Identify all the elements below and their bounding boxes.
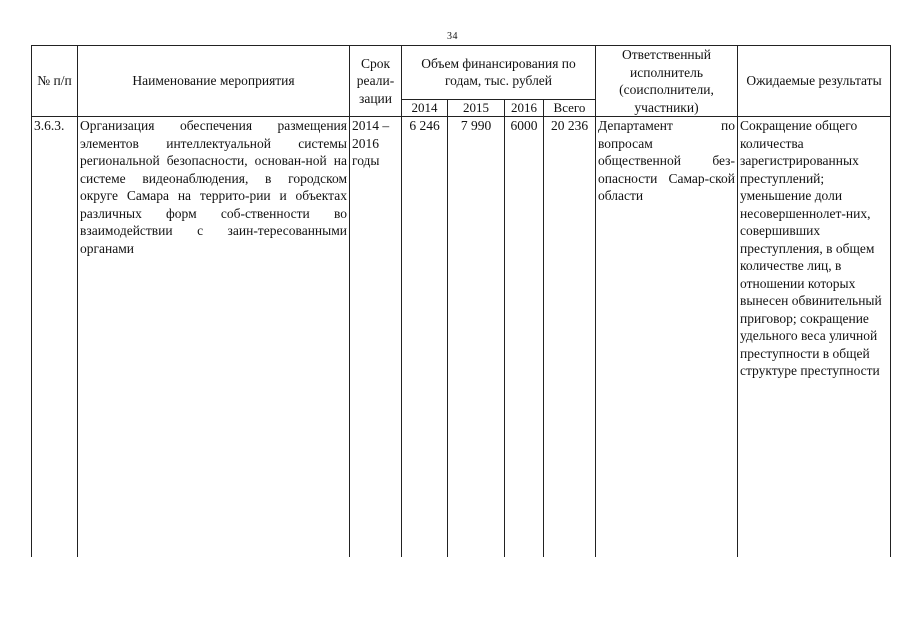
header-num: № п/п: [32, 46, 78, 117]
page-number: 34: [447, 31, 458, 42]
header-term: Срок реали-зации: [350, 46, 402, 117]
header-year-2015: 2015: [448, 99, 505, 116]
row-name: Организация обеспечения размещения элементов интеллектуальной системы региональной безопасности, основан-ной на системе видеонаблюдения, в городском округе Самара на террито-рии и объектах различных форм соб-ственности во взаимодействии с заин-тересованными органами: [78, 117, 350, 557]
header-results: Ожидаемые результаты: [738, 46, 891, 117]
row-results: Сокращение общего количества зарегистрированных преступлений; уменьшение доли несовершеннолет-них, совершивших преступления, в общем количестве лиц, в отношении которых вынесен обвинительный приговор; сокращение удельного веса уличной преступности в общей структуре преступности: [738, 117, 891, 557]
program-table: [31, 45, 891, 557]
row-num: 3.6.3.: [32, 117, 78, 557]
header-year-2014: 2014: [402, 99, 448, 116]
header-year-2016: 2016: [505, 99, 544, 116]
row-term: 2014 – 2016 годы: [350, 117, 402, 557]
header-name: Наименование мероприятия: [78, 46, 350, 117]
row-total: 20 236: [544, 117, 596, 557]
header-funding: Объем финансирования по годам, тыс. рублей: [402, 46, 596, 100]
row-executor: Департамент по вопросам общественной без-опасности Самар-ской области: [596, 117, 738, 557]
header-executor: Ответственный исполнитель (соисполнители, участники): [596, 46, 738, 117]
header-total: Всего: [544, 99, 596, 116]
table-row: [32, 117, 891, 557]
row-2014: 6 246: [402, 117, 448, 557]
row-2015: 7 990: [448, 117, 505, 557]
row-2016: 6000: [505, 117, 544, 557]
